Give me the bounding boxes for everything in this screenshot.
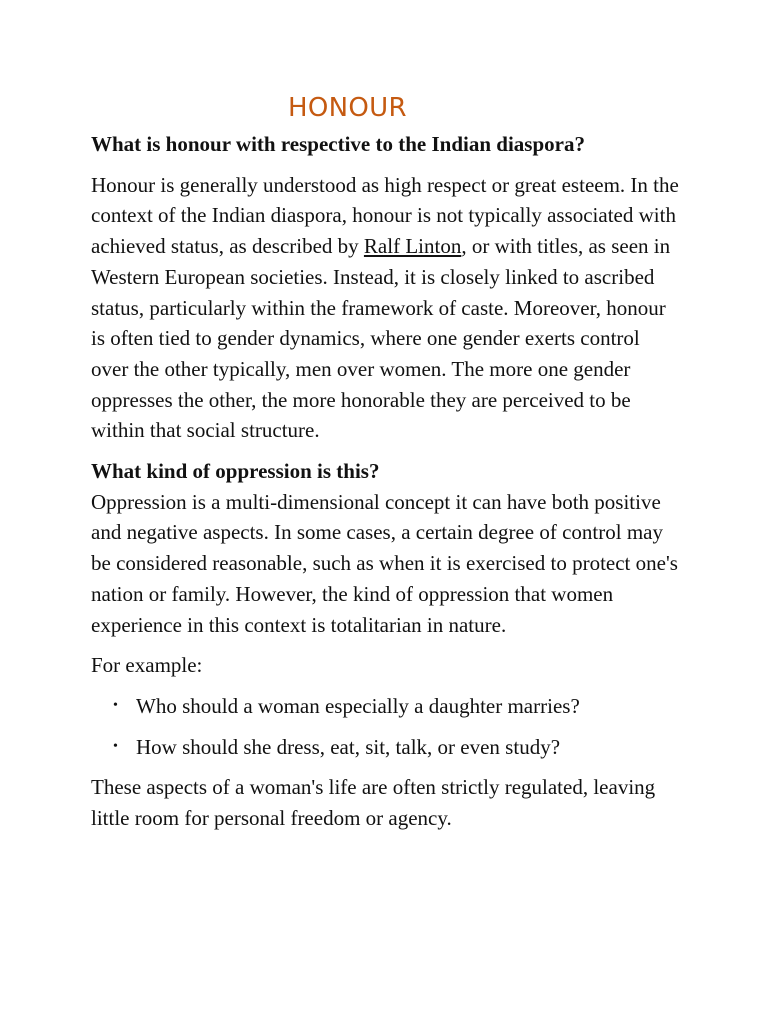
bullet-icon: • [113, 697, 118, 713]
paragraph-oppression: Oppression is a multi-dimensional concept it can have both positive and negative aspects. In some cases, a certain degree of control may be considered reasonable, such as when it is exercised to protect one's nation or family. However, the kind of oppression that women experience in this context is totalitarian in nature. [91, 489, 678, 637]
paragraph-text-after-link: , or with titles, as seen in Western European societies. Instead, it is closely linked to ascribed status, particularly within the framework of caste. Moreover, honour is often tied to gender dynamics, where one gender exerts control over the other typically, men over women. The more one gender oppresses the other, the more honorable they are perceived to be within that social structure. [91, 234, 671, 443]
list-item [91, 732, 681, 763]
ralf-linton-link[interactable]: Ralf Linton [363, 234, 462, 259]
examples-intro: For example: [91, 653, 203, 678]
list-item-text: How should she dress, eat, sit, talk, or even study? [136, 734, 561, 759]
section-heading-honour: What is honour with respective to the Indian diaspora? [91, 132, 585, 156]
list-item-text: Who should a woman especially a daughter marries? [136, 693, 580, 718]
paragraph-honour-definition [91, 170, 681, 446]
list-item [91, 691, 681, 722]
examples-list [91, 691, 681, 762]
paragraph-text-before-link: Honour is generally understood as high respect or great esteem. In the context of the Indian diaspora, honour is not typically associated with achieved status, as described by [91, 172, 679, 259]
document-title: HONOUR [288, 93, 407, 123]
section-heading-oppression: What kind of oppression is this? [91, 459, 380, 484]
document-page [91, 90, 681, 844]
bullet-icon: • [113, 738, 118, 754]
paragraph-conclusion: These aspects of a woman's life are often strictly regulated, leaving little room for personal freedom or agency. [91, 775, 656, 831]
